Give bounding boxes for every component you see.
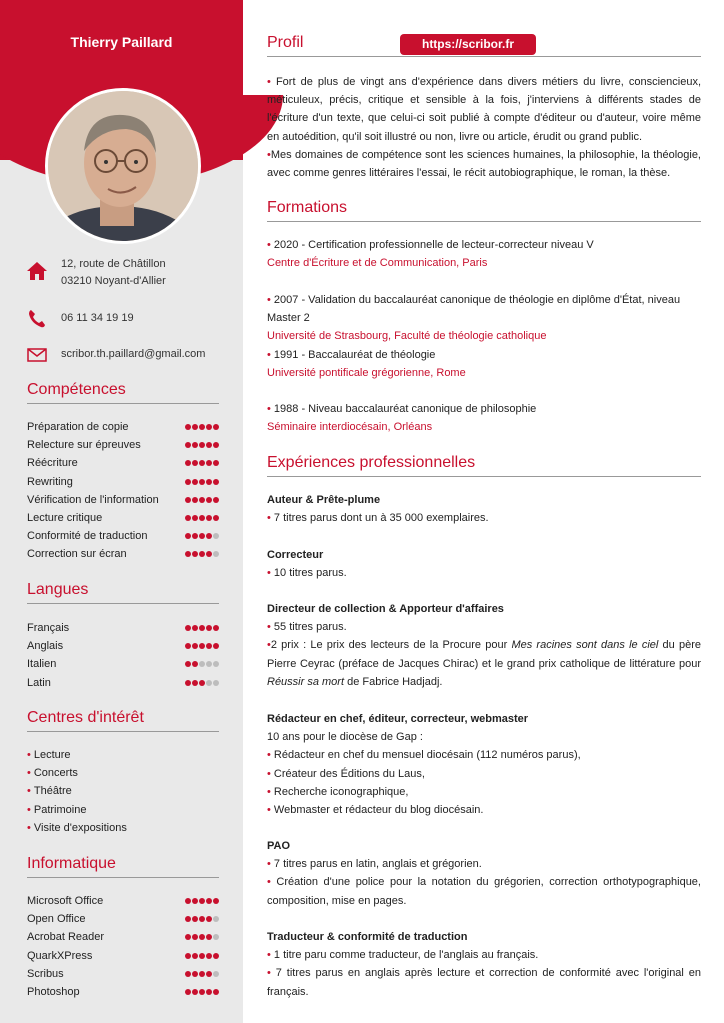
rating-dot: [192, 934, 198, 940]
interest-item: • Visite d'expositions: [27, 821, 127, 834]
skill-rating: [185, 497, 219, 503]
rating-dot: [192, 989, 198, 995]
rating-dot: [206, 497, 212, 503]
rating-dot: [192, 898, 198, 904]
rating-dot: [199, 971, 205, 977]
rating-dot: [199, 680, 205, 686]
experience-pao: PAO • 7 titres parus en latin, anglais et grégorien. • Création d'une police pour la notation du grégorien, correction orthotypographique, composition, mise en pages.: [267, 840, 701, 907]
rating-dot: [185, 442, 191, 448]
skill-label: Correction sur écran: [27, 548, 127, 561]
rating-dot: [206, 625, 212, 631]
rating-dot: [192, 971, 198, 977]
rating-dot: [213, 460, 219, 466]
skill-rating: [185, 971, 219, 977]
informatique-title: Informatique: [27, 855, 219, 878]
skill-row: [27, 965, 219, 983]
rating-dot: [185, 625, 191, 631]
rating-dot: [192, 460, 198, 466]
rating-dot: [213, 989, 219, 995]
rating-dot: [185, 916, 191, 922]
interest-item: • Patrimoine: [27, 803, 87, 816]
rating-dot: [185, 515, 191, 521]
rating-dot: [185, 971, 191, 977]
experiences-title: Expériences professionnelles: [267, 454, 701, 477]
skill-rating: [185, 661, 219, 667]
skill-label: QuarkXPress: [27, 949, 93, 962]
rating-dot: [192, 551, 198, 557]
skill-rating: [185, 551, 219, 557]
skill-row: [27, 491, 219, 509]
rating-dot: [206, 971, 212, 977]
experience-traducteur: Traducteur & conformité de traduction • 1 titre paru comme traducteur, de l'anglais au français. • 7 titres parus en anglais après lecture et correction de conformité avec l'original en français.: [267, 931, 701, 998]
skill-label: Scribus: [27, 967, 64, 980]
skill-label: Latin: [27, 676, 51, 689]
skill-label: Italien: [27, 658, 57, 671]
skill-label: Rewriting: [27, 475, 73, 488]
interest-item: • Concerts: [27, 767, 78, 780]
rating-dot: [206, 661, 212, 667]
skill-rating: [185, 460, 219, 466]
contact-address: [26, 256, 226, 296]
rating-dot: [199, 551, 205, 557]
rating-dot: [192, 424, 198, 430]
profil-paragraph-1: • Fort de plus de vingt ans d'expérience dans divers métiers du livre, consciencieux, méticuleux, précis, critique et sensible à la fois, j'interviens à différents stades de l'écriture d'un texte, que celui-ci soit publié à compte d'éditeur ou d'auteur, voire même en autoédition, qu'il soit illustré ou non, livre ou article, érudit ou grand public.: [267, 76, 702, 143]
rating-dot: [199, 953, 205, 959]
rating-dot: [199, 424, 205, 430]
rating-dot: [213, 442, 219, 448]
rating-dot: [185, 551, 191, 557]
interets-title: Centres d'intérêt: [27, 709, 219, 732]
skill-rating: [185, 479, 219, 485]
rating-dot: [199, 533, 205, 539]
rating-dot: [199, 479, 205, 485]
rating-dot: [192, 661, 198, 667]
experience-auteur: Auteur & Prête-plume • 7 titres parus dont un à 35 000 exemplaires.: [267, 494, 489, 525]
rating-dot: [185, 460, 191, 466]
skill-row: [27, 983, 219, 1001]
rating-dot: [213, 479, 219, 485]
rating-dot: [185, 533, 191, 539]
rating-dot: [213, 916, 219, 922]
interets-list: [27, 746, 219, 837]
rating-dot: [199, 497, 205, 503]
rating-dot: [192, 497, 198, 503]
skill-rating: [185, 424, 219, 430]
skill-row: [27, 674, 219, 692]
skill-rating: [185, 515, 219, 521]
skill-rating: [185, 643, 219, 649]
skill-label: Anglais: [27, 640, 64, 653]
rating-dot: [192, 533, 198, 539]
rating-dot: [206, 916, 212, 922]
rating-dot: [213, 625, 219, 631]
skill-row: [27, 655, 219, 673]
rating-dot: [213, 551, 219, 557]
skill-row: [27, 473, 219, 491]
profile-photo: [45, 88, 201, 244]
rating-dot: [199, 934, 205, 940]
rating-dot: [213, 424, 219, 430]
skill-row: [27, 619, 219, 637]
rating-dot: [206, 479, 212, 485]
rating-dot: [206, 551, 212, 557]
formation-item: • 1988 - Niveau baccalauréat canonique de philosophie Séminaire interdiocésain, Orléans: [267, 403, 537, 434]
rating-dot: [206, 460, 212, 466]
rating-dot: [213, 934, 219, 940]
skill-label: Acrobat Reader: [27, 931, 105, 944]
skill-row: [27, 509, 219, 527]
interest-item: • Lecture: [27, 749, 71, 761]
rating-dot: [185, 934, 191, 940]
address-line1: 12, route de Châtillon: [61, 258, 166, 270]
competences-list: [27, 418, 219, 564]
mail-icon: [26, 344, 48, 366]
formation-item: • 2020 - Certification professionnelle de lecteur-correcteur niveau V Centre d'Écriture et de Communication, Paris: [267, 239, 594, 270]
skill-rating: [185, 680, 219, 686]
skill-row: [27, 436, 219, 454]
skill-label: Relecture sur épreuves: [27, 439, 141, 452]
informatique-list: [27, 892, 219, 1001]
rating-dot: [185, 643, 191, 649]
rating-dot: [192, 479, 198, 485]
rating-dot: [206, 533, 212, 539]
skill-label: Photoshop: [27, 985, 80, 998]
rating-dot: [213, 953, 219, 959]
rating-dot: [185, 497, 191, 503]
rating-dot: [206, 680, 212, 686]
rating-dot: [213, 661, 219, 667]
email-address: scribor.th.paillard@gmail.com: [61, 348, 206, 360]
profil-paragraph-2: •Mes domaines de compétence sont les sciences humaines, la philosophie, la théologie, avec comme genres littéraires l'essai, le récit autobiographique, le roman, la thèse.: [267, 149, 701, 180]
rating-dot: [192, 916, 198, 922]
langues-title: Langues: [27, 581, 219, 604]
rating-dot: [192, 515, 198, 521]
contact-email: [26, 346, 236, 368]
rating-dot: [185, 680, 191, 686]
contact-phone: [26, 310, 226, 332]
skill-label: Vérification de l'information: [27, 493, 159, 506]
rating-dot: [199, 460, 205, 466]
rating-dot: [213, 497, 219, 503]
skill-row: [27, 892, 219, 910]
experience-directeur: Directeur de collection & Apporteur d'affaires • 55 titres parus. •2 prix : Le prix des lecteurs de la Procure pour Mes racines sont dans le ciel du père Pierre Ceyrac (préface de Jacques Chirac) et le grand prix catholique de littérature pour Réussir sa mort de Fabrice Hadjadj.: [267, 603, 701, 688]
website-link[interactable]: https://scribor.fr: [400, 34, 536, 55]
rating-dot: [213, 971, 219, 977]
langues-list: [27, 619, 219, 692]
formation-item: • 2007 - Validation du baccalauréat canonique de théologie en diplôme d'État, niveau Master 2 Université de Strasbourg, Faculté de théologie catholique: [267, 294, 681, 343]
rating-dot: [206, 442, 212, 448]
rating-dot: [206, 515, 212, 521]
rating-dot: [206, 934, 212, 940]
skill-rating: [185, 953, 219, 959]
skill-label: Français: [27, 622, 70, 634]
skill-label: Microsoft Office: [27, 895, 104, 907]
skill-row: [27, 545, 219, 563]
rating-dot: [213, 643, 219, 649]
rating-dot: [192, 680, 198, 686]
formations-title: Formations: [267, 199, 701, 222]
rating-dot: [185, 989, 191, 995]
skill-row: [27, 454, 219, 472]
skill-label: Conformité de traduction: [27, 530, 148, 543]
skill-rating: [185, 442, 219, 448]
address-line2: 03210 Noyant-d'Allier: [61, 275, 166, 287]
rating-dot: [192, 625, 198, 631]
skill-rating: [185, 934, 219, 940]
rating-dot: [213, 515, 219, 521]
skill-rating: [185, 625, 219, 631]
skill-row: [27, 947, 219, 965]
rating-dot: [192, 643, 198, 649]
rating-dot: [213, 680, 219, 686]
rating-dot: [185, 898, 191, 904]
competences-title: Compétences: [27, 381, 219, 404]
phone-number: 06 11 34 19 19: [61, 312, 134, 324]
rating-dot: [199, 442, 205, 448]
rating-dot: [199, 916, 205, 922]
skill-row: [27, 637, 219, 655]
skill-label: Réécriture: [27, 457, 78, 470]
rating-dot: [206, 953, 212, 959]
interest-item: • Théâtre: [27, 785, 72, 798]
skill-row: [27, 928, 219, 946]
skill-rating: [185, 989, 219, 995]
skill-rating: [185, 898, 219, 904]
experience-redacteur: Rédacteur en chef, éditeur, correcteur, webmaster 10 ans pour le diocèse de Gap : • Rédacteur en chef du mensuel diocésain (112 numéros parus), • Créateur des Éditions du Laus, • Recherche iconographique, • Webmaster et rédacteur du blog diocésain.: [267, 713, 581, 817]
rating-dot: [185, 661, 191, 667]
portrait-illustration: [48, 91, 198, 241]
rating-dot: [206, 989, 212, 995]
rating-dot: [192, 953, 198, 959]
skill-rating: [185, 533, 219, 539]
profil-title: Profil: [267, 34, 701, 57]
rating-dot: [199, 989, 205, 995]
rating-dot: [199, 661, 205, 667]
skill-label: Open Office: [27, 913, 86, 926]
rating-dot: [199, 643, 205, 649]
rating-dot: [213, 533, 219, 539]
skill-label: Préparation de copie: [27, 421, 129, 433]
skill-row: [27, 527, 219, 545]
phone-icon: [26, 308, 48, 330]
skill-row: [27, 418, 219, 436]
rating-dot: [206, 643, 212, 649]
rating-dot: [185, 424, 191, 430]
experience-correcteur: Correcteur • 10 titres parus.: [267, 549, 347, 580]
formation-item: • 1991 - Baccalauréat de théologie Université pontificale grégorienne, Rome: [267, 349, 466, 380]
rating-dot: [206, 424, 212, 430]
rating-dot: [206, 898, 212, 904]
rating-dot: [213, 898, 219, 904]
rating-dot: [199, 898, 205, 904]
rating-dot: [199, 515, 205, 521]
rating-dot: [185, 953, 191, 959]
home-icon: [26, 260, 48, 282]
skill-label: Lecture critique: [27, 511, 103, 524]
skill-row: [27, 910, 219, 928]
person-name: Thierry Paillard: [70, 34, 173, 50]
rating-dot: [185, 479, 191, 485]
skill-rating: [185, 916, 219, 922]
rating-dot: [199, 625, 205, 631]
rating-dot: [192, 442, 198, 448]
